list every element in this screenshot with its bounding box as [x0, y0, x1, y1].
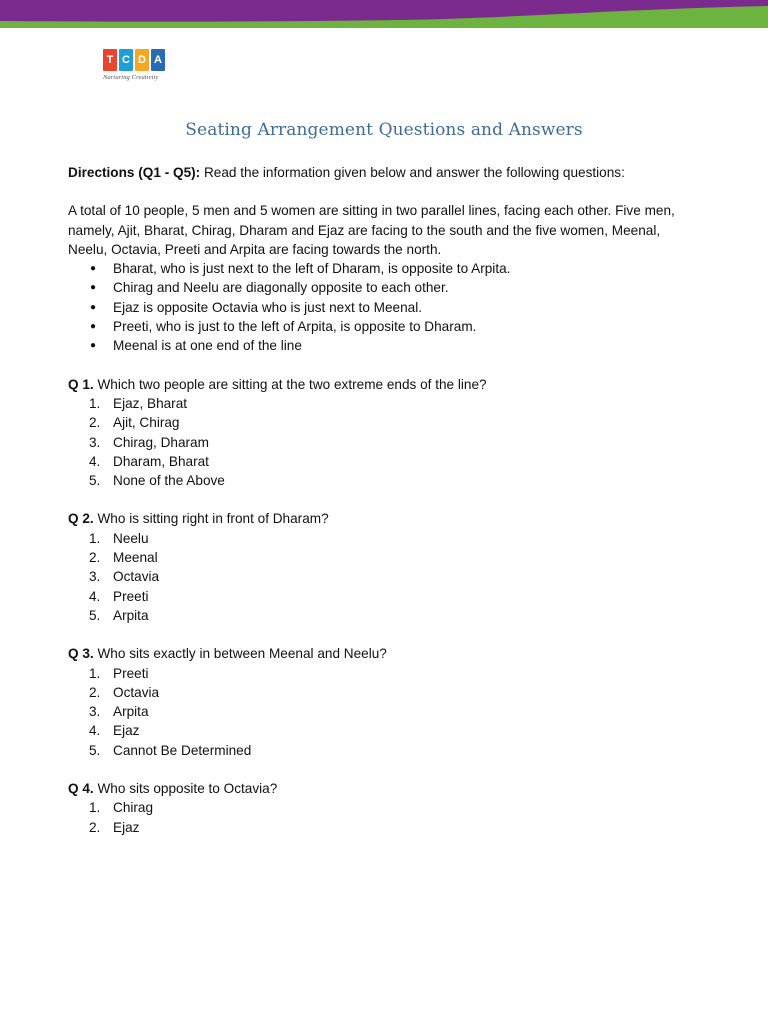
question-3: [68, 644, 688, 663]
question-2-options: [68, 529, 688, 625]
option-text: Cannot Be Determined: [113, 742, 252, 758]
option-text: Chirag: [113, 800, 154, 816]
logo-tagline: Nurturing Creativity: [103, 74, 159, 81]
option-item: [89, 452, 688, 471]
clue-text: Meenal is at one end of the line: [113, 338, 302, 354]
directions-text: Read the information given below and answer the following questions:: [200, 165, 625, 180]
option-number: 2.: [89, 550, 101, 566]
option-number: 1.: [89, 665, 101, 681]
bullet-icon: ●: [90, 263, 97, 275]
option-text: Meenal: [113, 550, 158, 566]
question-text: Who sits opposite to Octavia?: [93, 781, 278, 797]
option-number: 2.: [89, 819, 101, 835]
option-number: 3.: [89, 434, 101, 450]
question-text: Who sits exactly in between Meenal and Neelu?: [93, 646, 387, 662]
option-text: Ejaz: [113, 819, 140, 835]
option-text: Chirag, Dharam: [113, 434, 209, 450]
question-number: Q 2.: [68, 511, 94, 527]
option-item: [89, 721, 688, 740]
header-banner: [0, 0, 768, 30]
option-text: Preeti: [113, 665, 149, 681]
question-4-options: [68, 798, 688, 837]
clue-text: Preeti, who is just to the left of Arpita, is opposite to Dharam.: [113, 319, 477, 335]
question-text: Who is sitting right in front of Dharam?: [93, 511, 329, 527]
option-text: Arpita: [113, 704, 149, 720]
question-4: [68, 779, 688, 798]
option-text: Dharam, Bharat: [113, 453, 209, 469]
question-1: [68, 375, 688, 394]
option-number: 4.: [89, 588, 101, 604]
option-text: Arpita: [113, 607, 149, 623]
option-item: [89, 818, 688, 837]
option-number: 1.: [89, 395, 101, 411]
main-content: [68, 163, 688, 837]
passage: A total of 10 people, 5 men and 5 women are sitting in two parallel lines, facing each other. Five men, namely, Ajit, Bharat, Chirag, Dharam and Ejaz are facing to the south and the five women, Meenal, Neelu, Octavia, Preeti and Arpita are facing towards the north.: [68, 203, 675, 257]
question-number: Q 3.: [68, 646, 94, 662]
option-item: [89, 587, 688, 606]
option-text: Octavia: [113, 684, 160, 700]
option-number: 3.: [89, 704, 101, 720]
clue-text: Chirag and Neelu are diagonally opposite to each other.: [113, 280, 449, 296]
option-item: [89, 683, 688, 702]
clue-item: [88, 278, 688, 297]
option-item: [89, 471, 688, 490]
bullet-icon: ●: [90, 301, 97, 313]
clue-text: Bharat, who is just next to the left of Dharam, is opposite to Arpita.: [113, 261, 511, 277]
option-number: 3.: [89, 569, 101, 585]
option-item: [89, 567, 688, 586]
option-number: 5.: [89, 607, 101, 623]
option-text: Neelu: [113, 530, 149, 546]
option-number: 5.: [89, 742, 101, 758]
directions-label: Directions (Q1 - Q5):: [68, 165, 201, 180]
clue-item: [88, 336, 688, 355]
tcda-logo: [103, 49, 169, 89]
page-title: Seating Arrangement Questions and Answers: [185, 120, 583, 140]
option-item: [89, 741, 688, 760]
option-number: 1.: [89, 800, 101, 816]
directions: [68, 163, 688, 182]
option-item: [89, 433, 688, 452]
clue-list: [68, 259, 688, 355]
question-text: Which two people are sitting at the two extreme ends of the line?: [93, 376, 487, 392]
logo-letter-d: D: [135, 49, 149, 71]
option-item: [89, 798, 688, 817]
clue-text: Ejaz is opposite Octavia who is just next to Meenal.: [113, 299, 423, 315]
question-2: [68, 509, 688, 528]
option-item: [89, 394, 688, 413]
option-text: Ajit, Chirag: [113, 415, 180, 431]
option-item: [89, 413, 688, 432]
logo-letter-t: T: [103, 49, 117, 71]
question-number: Q 4.: [68, 781, 94, 797]
option-text: Preeti: [113, 588, 149, 604]
option-text: Octavia: [113, 569, 160, 585]
option-item: [89, 548, 688, 567]
bullet-icon: ●: [90, 321, 97, 333]
option-item: [89, 702, 688, 721]
option-number: 1.: [89, 530, 101, 546]
question-3-options: [68, 664, 688, 760]
question-number: Q 1.: [68, 376, 94, 392]
clue-item: [88, 317, 688, 336]
option-text: Ejaz: [113, 723, 140, 739]
option-number: 4.: [89, 723, 101, 739]
option-text: Ejaz, Bharat: [113, 395, 188, 411]
option-item: [89, 529, 688, 548]
option-text: None of the Above: [113, 473, 225, 489]
clue-item: [88, 259, 688, 278]
question-1-options: [68, 394, 688, 490]
option-item: [89, 606, 688, 625]
clue-item: [88, 298, 688, 317]
option-number: 5.: [89, 473, 101, 489]
option-number: 2.: [89, 684, 101, 700]
option-item: [89, 664, 688, 683]
bullet-icon: ●: [90, 340, 97, 352]
logo-tiles: [103, 49, 169, 71]
option-number: 2.: [89, 415, 101, 431]
option-number: 4.: [89, 453, 101, 469]
logo-letter-c: C: [119, 49, 133, 71]
logo-letter-a: A: [151, 49, 165, 71]
bullet-icon: ●: [90, 282, 97, 294]
